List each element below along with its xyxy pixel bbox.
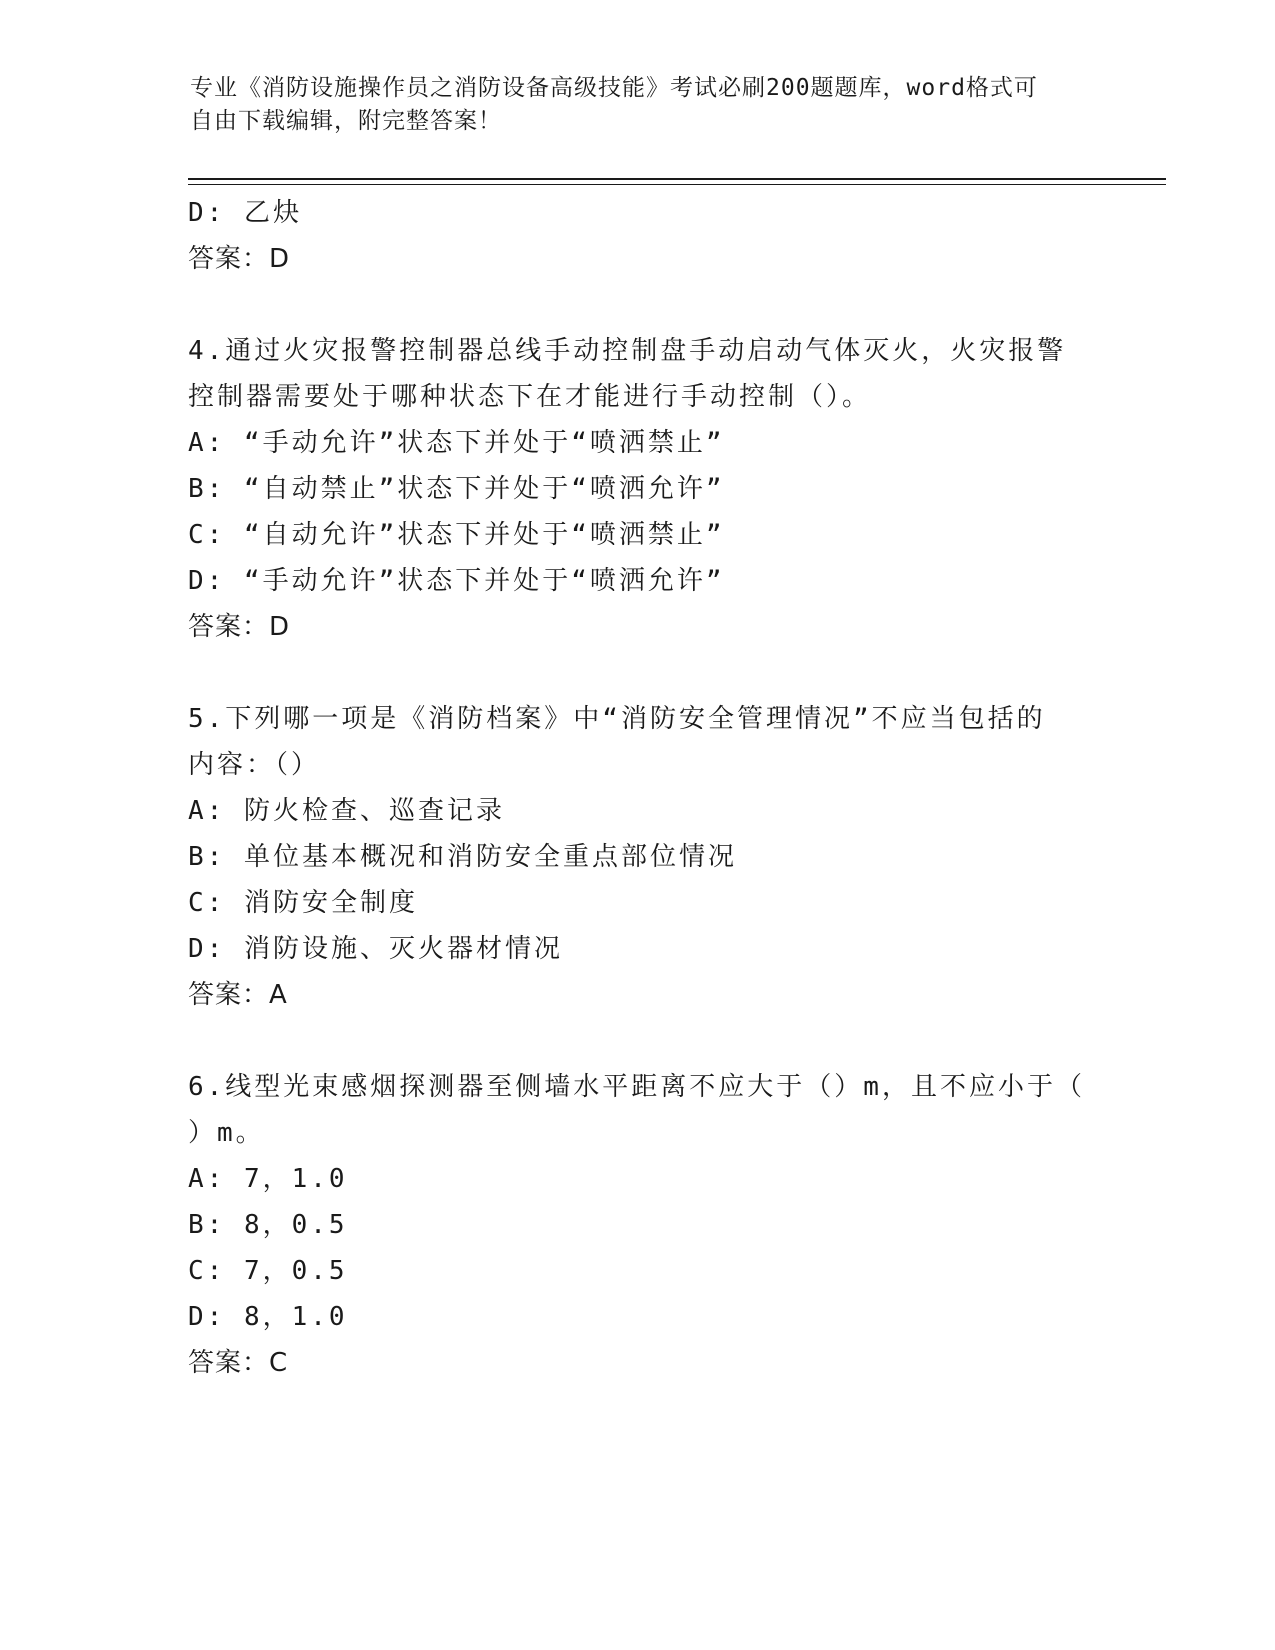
question-text-line-1: 6.线型光束感烟探测器至侧墙水平距离不应大于（）m，且不应小于（ [188,1072,1085,1102]
header-divider-thin [188,184,1166,185]
question-5 [188,696,1088,1018]
question-text-line-2: 控制器需要处于哪种状态下在才能进行手动控制（）。 [188,382,872,412]
question-text-line-2: 内容：（） [188,750,321,780]
question-text-line-2: ）m。 [188,1118,265,1148]
option-b: B: 单位基本概况和消防安全重点部位情况 [188,842,737,872]
header-title-line-2: 自由下载编辑，附完整答案！ [190,108,502,134]
previous-question-fragment [188,190,1088,282]
question-4 [188,328,1088,650]
option-c: C: 消防安全制度 [188,888,418,918]
header-divider-thick [188,178,1166,180]
document-header [190,72,1070,138]
question-text-line-1: 5.下列哪一项是《消防档案》中“消防安全管理情况”不应当包括的 [188,704,1046,734]
option-a: A: 防火检查、巡查记录 [188,796,505,826]
option-d: D: “手动允许”状态下并处于“喷洒允许” [188,566,725,596]
option-a: A: “手动允许”状态下并处于“喷洒禁止” [188,428,725,458]
option-d: D: 乙炔 [188,198,302,228]
answer-line: 答案：C [188,1348,289,1378]
option-d: D: 消防设施、灭火器材情况 [188,934,563,964]
answer-line: 答案：A [188,980,288,1010]
header-title-line-1: 专业《消防设施操作员之消防设备高级技能》考试必刷200题题库，word格式可 [190,75,1038,101]
answer-line: 答案：D [188,612,291,642]
question-text-line-1: 4.通过火灾报警控制器总线手动控制盘手动启动气体灭火，火灾报警 [188,336,1067,366]
option-b: B: 8，0.5 [188,1210,348,1240]
option-a: A: 7，1.0 [188,1164,348,1194]
question-6 [188,1064,1088,1386]
answer-line: 答案：D [188,244,291,274]
question-content [188,190,1088,1386]
option-d: D: 8，1.0 [188,1302,348,1332]
option-b: B: “自动禁止”状态下并处于“喷洒允许” [188,474,725,504]
option-c: C: “自动允许”状态下并处于“喷洒禁止” [188,520,725,550]
option-c: C: 7，0.5 [188,1256,348,1286]
